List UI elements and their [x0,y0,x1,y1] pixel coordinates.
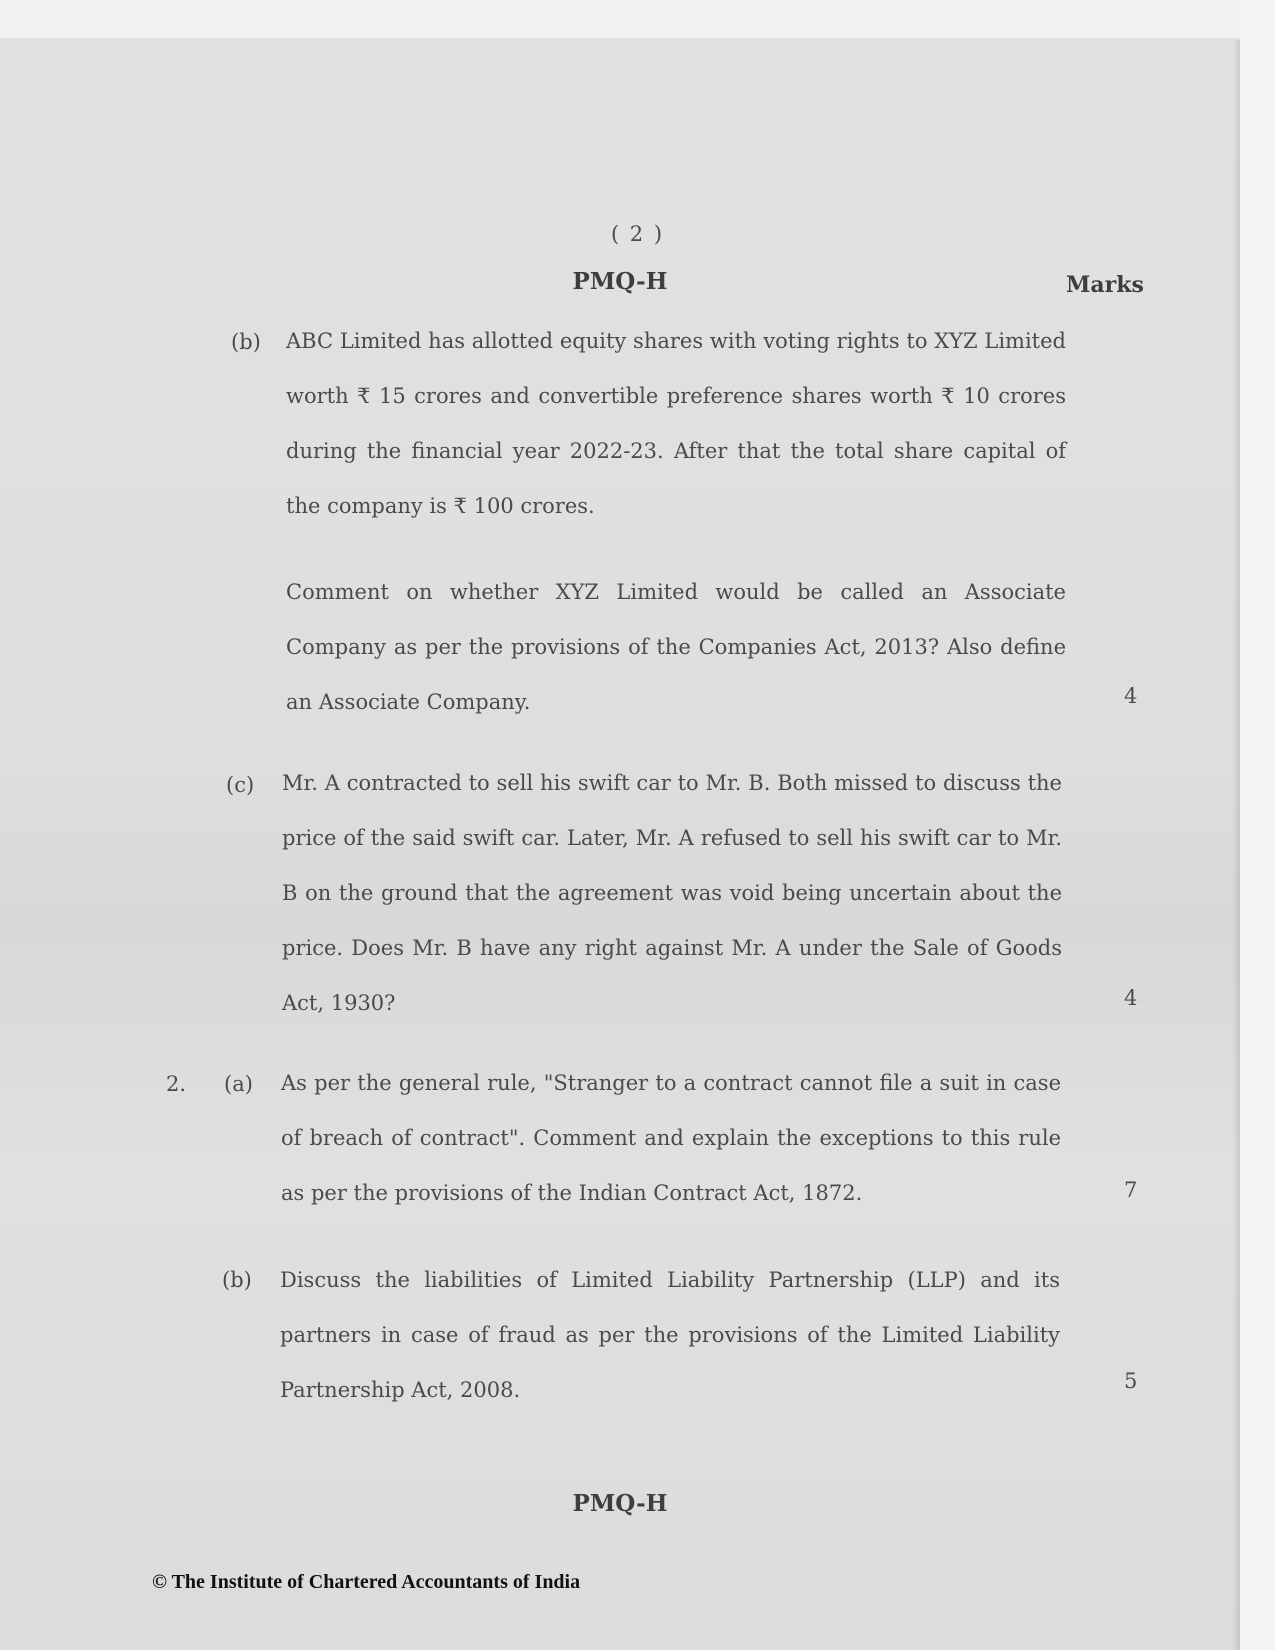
marks-2a: 7 [1124,1178,1138,1202]
question-label-1b: (b) [231,330,261,354]
question-label-2b: (b) [222,1268,252,1292]
question-1c-text: Mr. A contracted to sell his swift car to Mr. B. Both missed to discuss the price of the said swift car. Later, Mr. A refused to sell his swift car to Mr. B on the ground that the agreement was void being uncertain about the price. Does Mr. B have any right against Mr. A under the Sale of Goods Act, 1930? [282,771,1062,1015]
paper-code-header: PMQ-H [572,268,668,295]
question-label-1c: (c) [226,773,255,797]
copyright-notice: © The Institute of Chartered Accountants of India [152,1571,581,1593]
marks-1b: 4 [1124,684,1138,708]
marks-2b: 5 [1124,1369,1138,1393]
question-2b-text: Discuss the liabilities of Limited Liability Partnership (LLP) and its partners in case of fraud as per the provisions of the Limited Liability Partnership Act, 2008. [280,1268,1060,1402]
marks-column-heading: Marks [1066,272,1144,298]
question-1b-paragraph-2: Comment on whether XYZ Limited would be called an Associate Company as per the provisions of the Companies Act, 2013? Also define an Associate Company. [286,580,1066,714]
scan-top-margin [0,0,1275,38]
paper-code-footer: PMQ-H [572,1490,668,1517]
scan-right-margin [1240,0,1275,1650]
marks-1c: 4 [1124,986,1138,1010]
page-number: ( 2 ) [610,222,665,246]
question-2a-text: As per the general rule, "Stranger to a contract cannot file a suit in case of breach of contract". Comment and explain the exceptions to this rule as per the provisions of the Indian Contract Act, 1872. [281,1071,1061,1205]
question-label-2a: (a) [224,1072,253,1096]
question-1b-paragraph-1: ABC Limited has allotted equity shares with voting rights to XYZ Limited worth ₹ 15 crores and convertible preference shares worth ₹ 10 crores during the financial year 2022-23. After that the total share capital of the company is ₹ 100 crores. [286,329,1066,518]
question-number-2: 2. [166,1072,187,1096]
